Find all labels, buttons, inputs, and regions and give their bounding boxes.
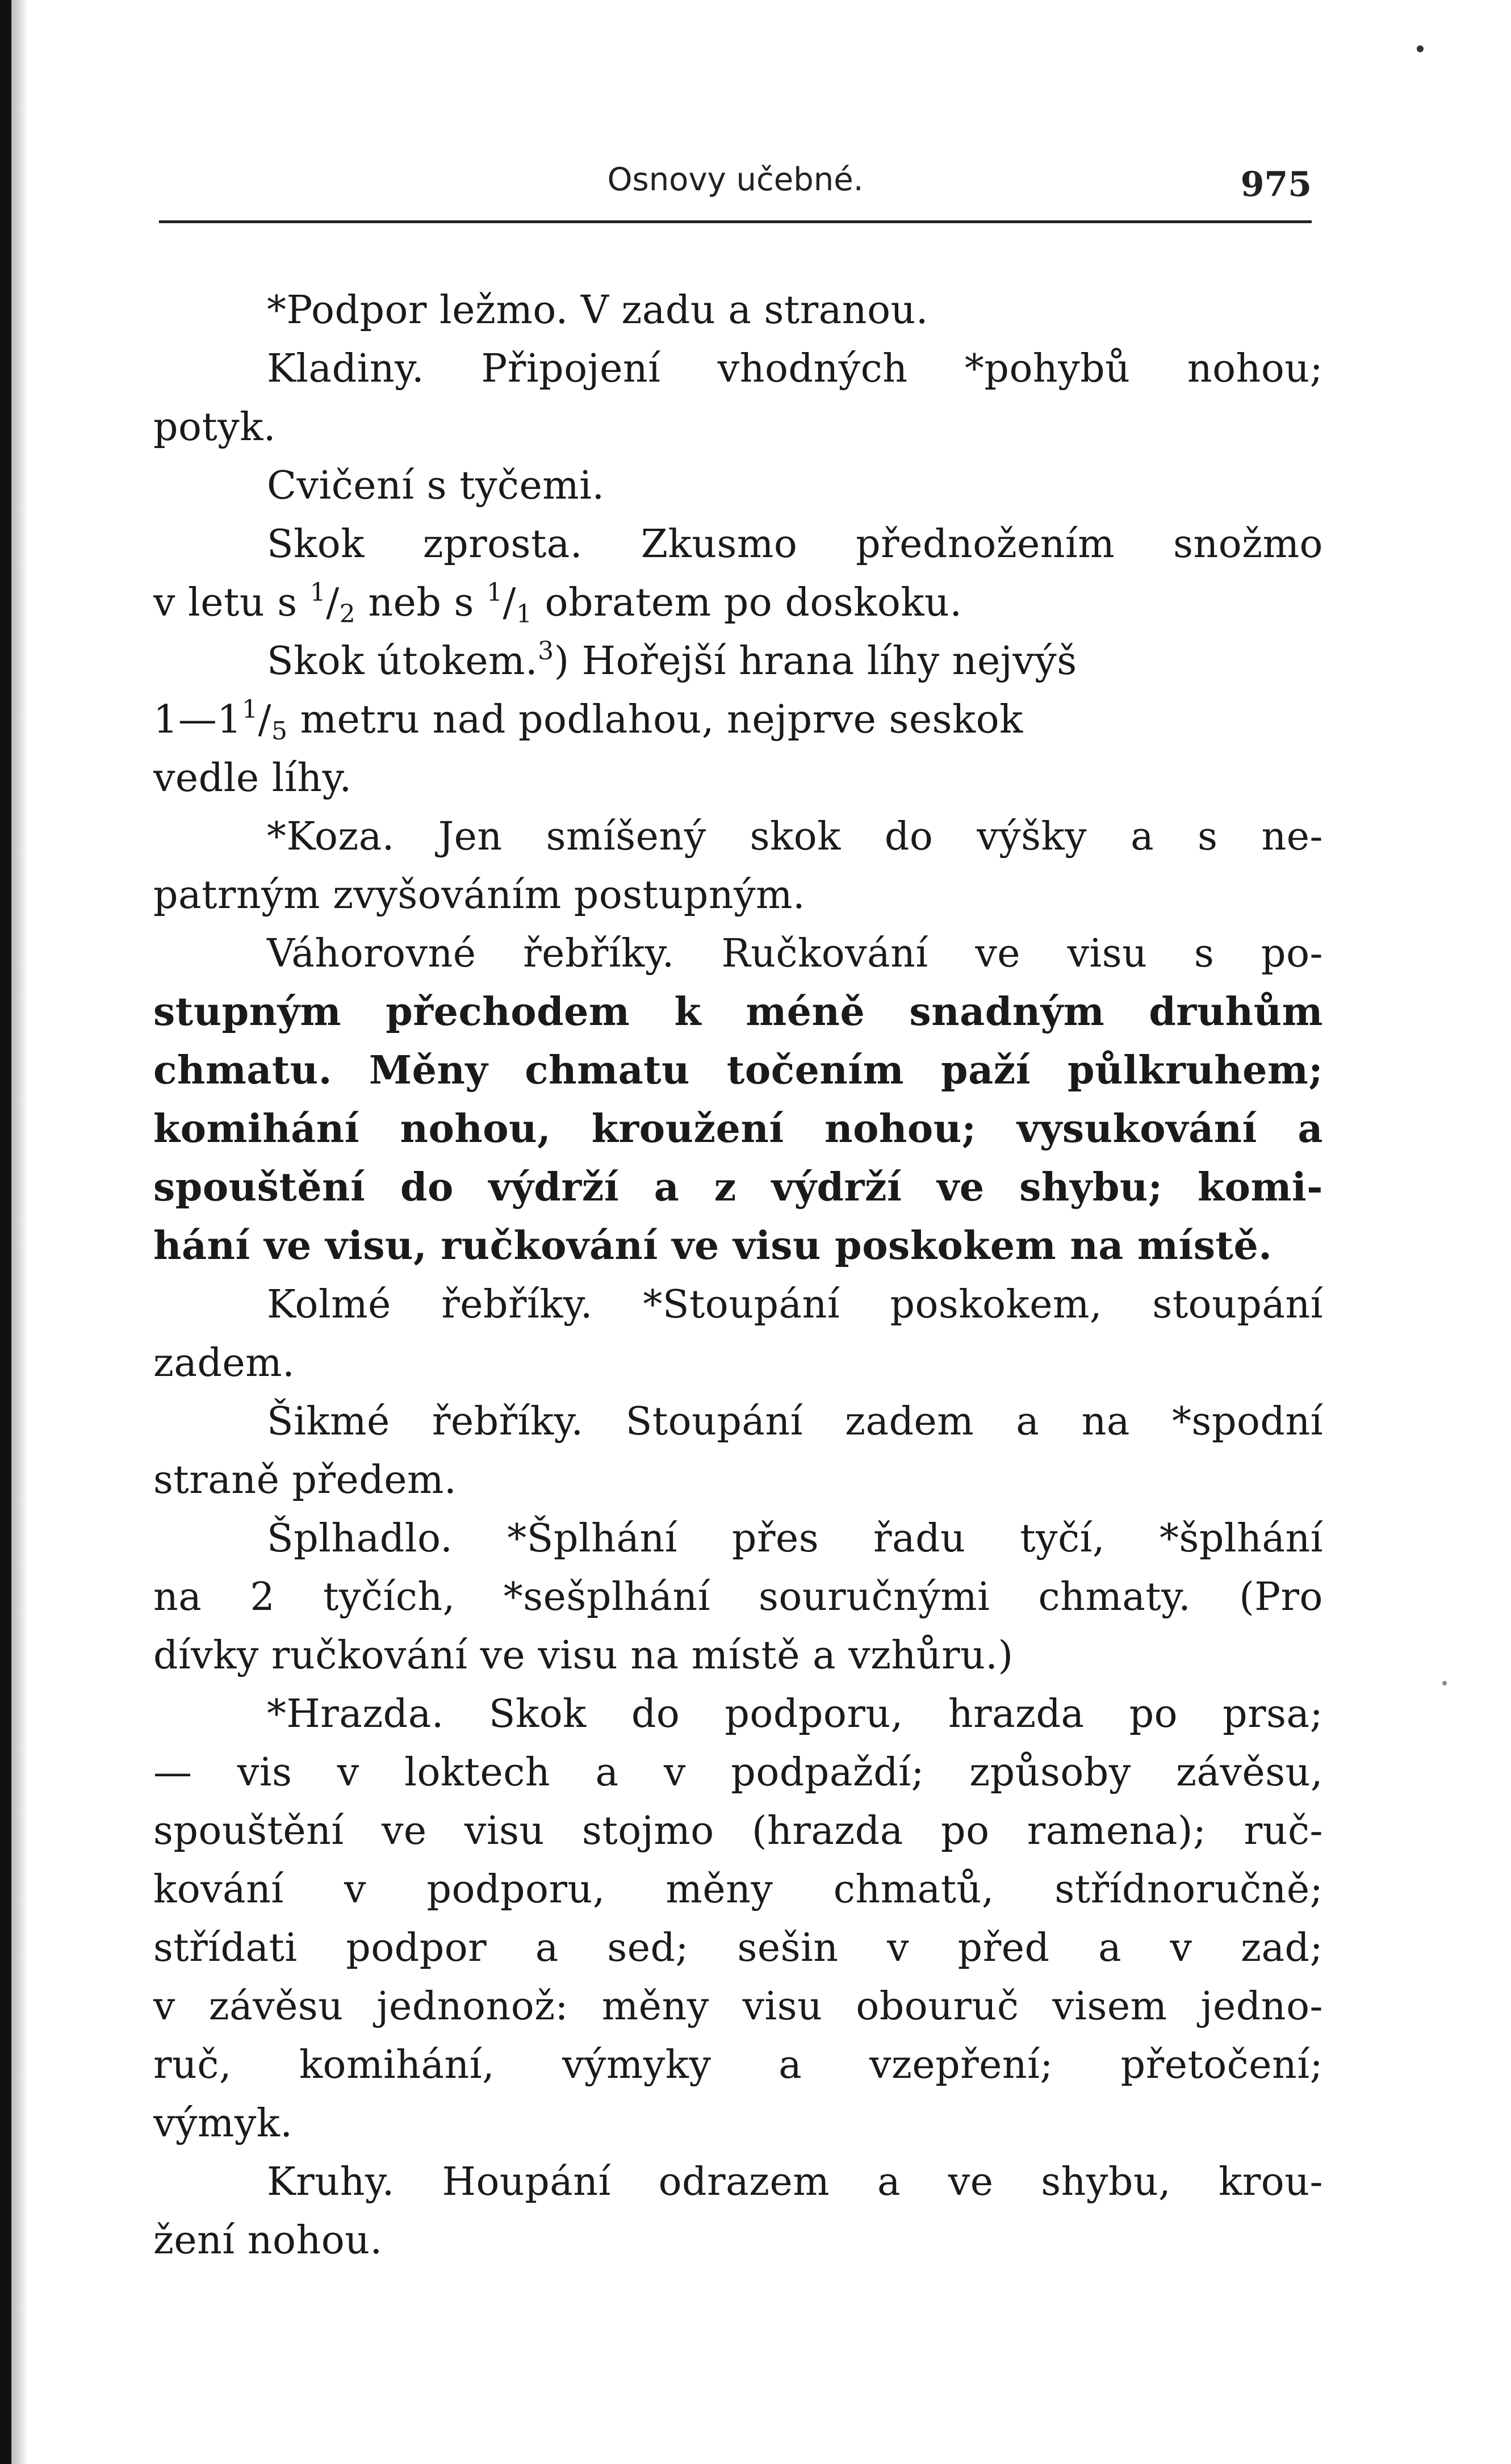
text-line: Skok zprosta. Zkusmo přednožením snožmo — [267, 522, 1323, 567]
text-line: v letu s $^1/_2$ neb s $^1/_1$ obratem po doskoku. — [153, 578, 962, 629]
text-line: hání ve visu, ručkování ve visu poskokem na místě. — [153, 1223, 1273, 1269]
text-line: ruč, komihání, výmyky a vzepření; přetočení; — [153, 2043, 1323, 2088]
text-line: střídati podpor a sed; sešin v před a v zad; — [153, 1926, 1323, 1971]
text-line: patrným zvyšováním postupným. — [153, 873, 806, 918]
text-line: Váhorovné řebříky. Ručkování ve visu s po- — [267, 931, 1323, 976]
fraction-numerator: 1 — [487, 578, 503, 607]
fraction-denominator: 1 — [516, 600, 533, 629]
text-line: Kruhy. Houpání odrazem a ve shybu, krou- — [267, 2160, 1323, 2204]
text-line: vedle líhy. — [153, 756, 352, 801]
text-line: Šplhadlo. *Šplhání přes řadu tyčí, *šplhání — [267, 1516, 1323, 1561]
running-title: Osnovy učebné. — [607, 161, 864, 198]
text-line: *Podpor ležmo. V zadu a stranou. — [267, 288, 928, 333]
text-line: Skok útokem.$^3$) Hořejší hrana líhy nejvýš — [267, 637, 1077, 684]
text-line: *Hrazda. Skok do podporu, hrazda po prsa; — [267, 1692, 1323, 1737]
fraction-denominator: 2 — [339, 600, 356, 629]
footnote-ref: 3 — [538, 637, 554, 666]
text-line: výmyk. — [153, 2101, 293, 2146]
text-line: Šikmé řebříky. Stoupání zadem a na *spodní — [267, 1399, 1323, 1444]
text-line: Kolmé řebříky. *Stoupání poskokem, stoupání — [267, 1282, 1323, 1327]
page-number: 975 — [1240, 165, 1312, 204]
text-line: žení nohou. — [153, 2218, 383, 2263]
fraction-denominator: 5 — [271, 717, 288, 746]
spine-shadow — [11, 0, 28, 2464]
text-line: potyk. — [153, 405, 277, 450]
text-line: straně předem. — [153, 1458, 457, 1503]
text-line: zadem. — [153, 1341, 295, 1386]
text-line: spouštění do výdrží a z výdrží ve shybu; komi- — [153, 1165, 1323, 1210]
text-line: *Koza. Jen smíšený skok do výšky a s ne- — [267, 814, 1323, 859]
text-line: spouštění ve visu stojmo (hrazda po ramena); ruč- — [153, 1809, 1323, 1854]
book-spine-edge — [0, 0, 11, 2464]
text-line: v závěsu jednonož: měny visu obouruč visem jedno- — [153, 1984, 1323, 2029]
text-line: Kladiny. Připojení vhodných *pohybů nohou; — [267, 346, 1323, 391]
header-rule — [159, 220, 1312, 223]
text-line: chmatu. Měny chmatu točením paží půlkruhem; — [153, 1048, 1323, 1093]
text-line: — vis v loktech a v podpaždí; způsoby závěsu, — [153, 1750, 1323, 1795]
print-speck — [1442, 1681, 1447, 1685]
page-header — [159, 153, 1312, 227]
text-line: $1—1^1/_5$ metru nad podlahou, nejprve seskok — [153, 695, 1023, 746]
text-line: stupným přechodem k méně snadným druhům — [153, 989, 1323, 1035]
print-speck — [1417, 45, 1424, 52]
text-line: dívky ručkování ve visu na místě a vzhůru.) — [153, 1633, 1014, 1678]
text-line: komihání nohou, kroužení nohou; vysukování a — [153, 1106, 1323, 1152]
fraction-numerator: 1 — [242, 695, 258, 724]
page-body — [153, 281, 1323, 2270]
fraction-numerator: 1 — [309, 578, 327, 607]
text-line: Cvičení s tyčemi. — [267, 463, 605, 508]
text-line: na 2 tyčích, *sešplhání souručnými chmaty. (Pro — [153, 1575, 1323, 1620]
text-line: kování v podporu, měny chmatů, střídnoručně; — [153, 1867, 1323, 1912]
